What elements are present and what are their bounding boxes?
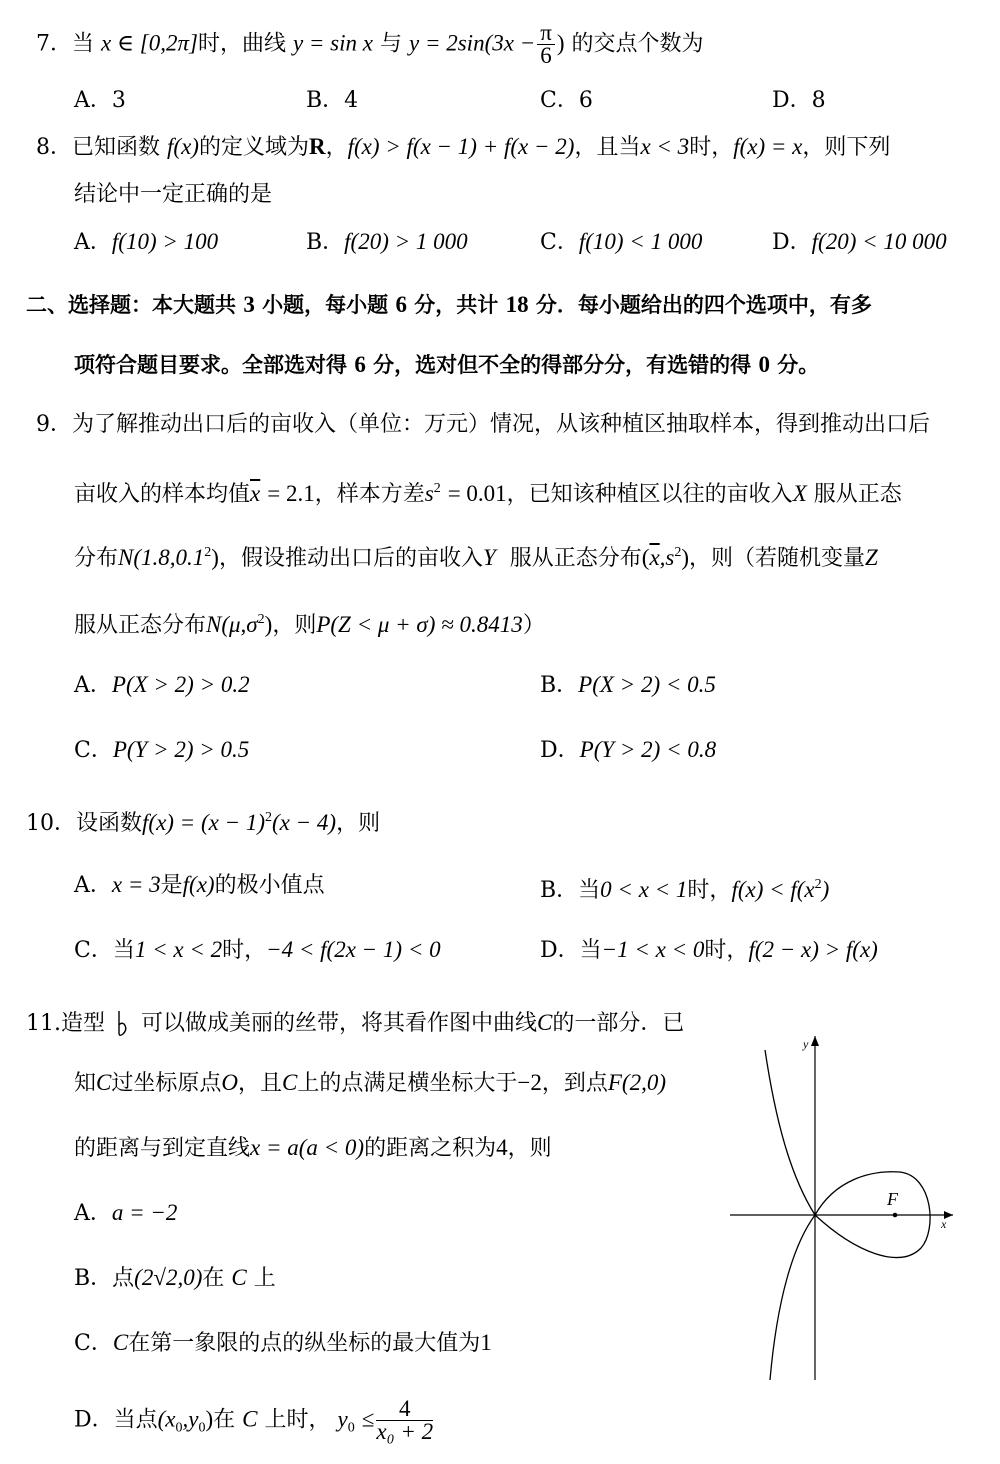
- x-axis-label: x: [941, 1217, 947, 1231]
- focus-point-f: [893, 1213, 898, 1218]
- q9-stem-line4: 服从正态分布$N(\mu,\sigma^2)$，则P(Z < μ + σ) ≈ 0.8413）: [74, 612, 545, 638]
- q11-stem-line3: 的距离与到定直线x = a(a < 0)的距离之积为4，则: [74, 1135, 552, 1161]
- y-axis-arrow-icon: [811, 1036, 819, 1046]
- q7-option-a[interactable]: A．3: [74, 88, 126, 113]
- q11-option-c[interactable]: C．C在第一象限的点的纵坐标的最大值为1: [74, 1330, 492, 1356]
- q8-option-c[interactable]: C．f(10) < 1 000: [540, 229, 703, 255]
- q10-option-d[interactable]: D．当−1 < x < 0时，f(2 − x) > f(x): [540, 937, 878, 963]
- q9-option-c[interactable]: C．P(Y > 2) > 0.5: [74, 737, 250, 763]
- q7-stem: 7．当 x ∈ [0,2π]时，曲线 y = sin x 与 y = 2sin(3x − $\frac{\pi}{6}$ ) 的交点个数为: [36, 20, 704, 68]
- q7-option-b[interactable]: B．4: [306, 88, 359, 113]
- curve-c-lower-branch: [770, 1215, 815, 1380]
- curve-c-upper-branch: [765, 1050, 815, 1215]
- q9-stem-line2: 亩收入的样本均值$\overline{x} = 2.1$，样本方差$s^2 = 0.01$，已知该种植区以往的亩收入X 服从正态: [74, 481, 902, 507]
- q8-stem-line2: 结论中一定正确的是: [74, 182, 273, 207]
- q7-option-d[interactable]: D．8: [772, 88, 826, 113]
- q9-stem-line3: 分布N(1.8,0.1$^2$)，假设推动出口后的亩收入Y 服从正态分布$(\overline{x},s^2)$，则（若随机变量Z: [74, 545, 878, 571]
- q10-stem: 10．设函数$f(x) = (x - 1)^2(x - 4)$，则: [26, 810, 381, 836]
- q9-stem-line1: 9．为了解推动出口后的亩收入（单位：万元）情况，从该种植区抽取样本，得到推动出口后: [36, 412, 931, 437]
- section-2-header-line2: 项符合题目要求。全部选对得 6 分，选对但不全的得部分分，有选错的得 0 分。: [74, 352, 820, 377]
- y-axis-label: y: [803, 1037, 809, 1051]
- pi-over-6: $\frac{\pi}{6}$: [537, 22, 555, 67]
- q11-option-a[interactable]: A．a = −2: [74, 1200, 178, 1226]
- q9-option-d[interactable]: D．P(Y > 2) < 0.8: [540, 737, 717, 763]
- q11-curve-figure: [725, 1030, 965, 1390]
- q8-option-a[interactable]: A．f(10) > 100: [74, 229, 219, 255]
- q9-option-b[interactable]: B．P(X > 2) < 0.5: [540, 672, 716, 698]
- q9-option-a[interactable]: A．P(X > 2) > 0.2: [74, 672, 250, 698]
- q10-option-c[interactable]: C．当1 < x < 2时，−4 < f(2x − 1) < 0: [74, 937, 441, 963]
- q11-stem-line1: 11.造型 可以做成美丽的丝带，将其看作图中曲线C的一部分．已: [26, 1008, 684, 1039]
- focus-label-f: F: [887, 1189, 898, 1209]
- q8-stem: 8．已知函数 f(x)的定义域为R，f(x) > f(x − 1) + f(x − 2)，且当x < 3时，f(x) = x，则下列: [36, 134, 891, 160]
- q7-option-c[interactable]: C．6: [540, 88, 593, 113]
- q8-option-b[interactable]: B．f(20) > 1 000: [306, 229, 468, 255]
- q11-option-b[interactable]: B．点(2√2,0)在 C 上: [74, 1265, 276, 1291]
- q10-option-a[interactable]: A．x = 3是f(x)的极小值点: [74, 872, 325, 898]
- q8-option-d[interactable]: D．f(20) < 10 000: [772, 229, 947, 255]
- q11-stem-line2: 知C过坐标原点O，且C上的点满足横坐标大于−2，到点F(2,0): [74, 1070, 666, 1096]
- section-2-header-line1: 二、选择题：本大题共 3 小题，每小题 6 分，共计 18 分．每小题给出的四个选项中，有多: [26, 292, 872, 317]
- q10-option-b[interactable]: B．当0 < x < 1时，$f(x) < f(x^2)$: [540, 877, 830, 903]
- q11-option-d[interactable]: D．当点$(x_0,y_0)$在 C 上时， $y_0$ ≤ $\frac{4}{\text{x₀ + 2}}$: [74, 1396, 434, 1444]
- ribbon-shape-icon: [112, 1009, 134, 1039]
